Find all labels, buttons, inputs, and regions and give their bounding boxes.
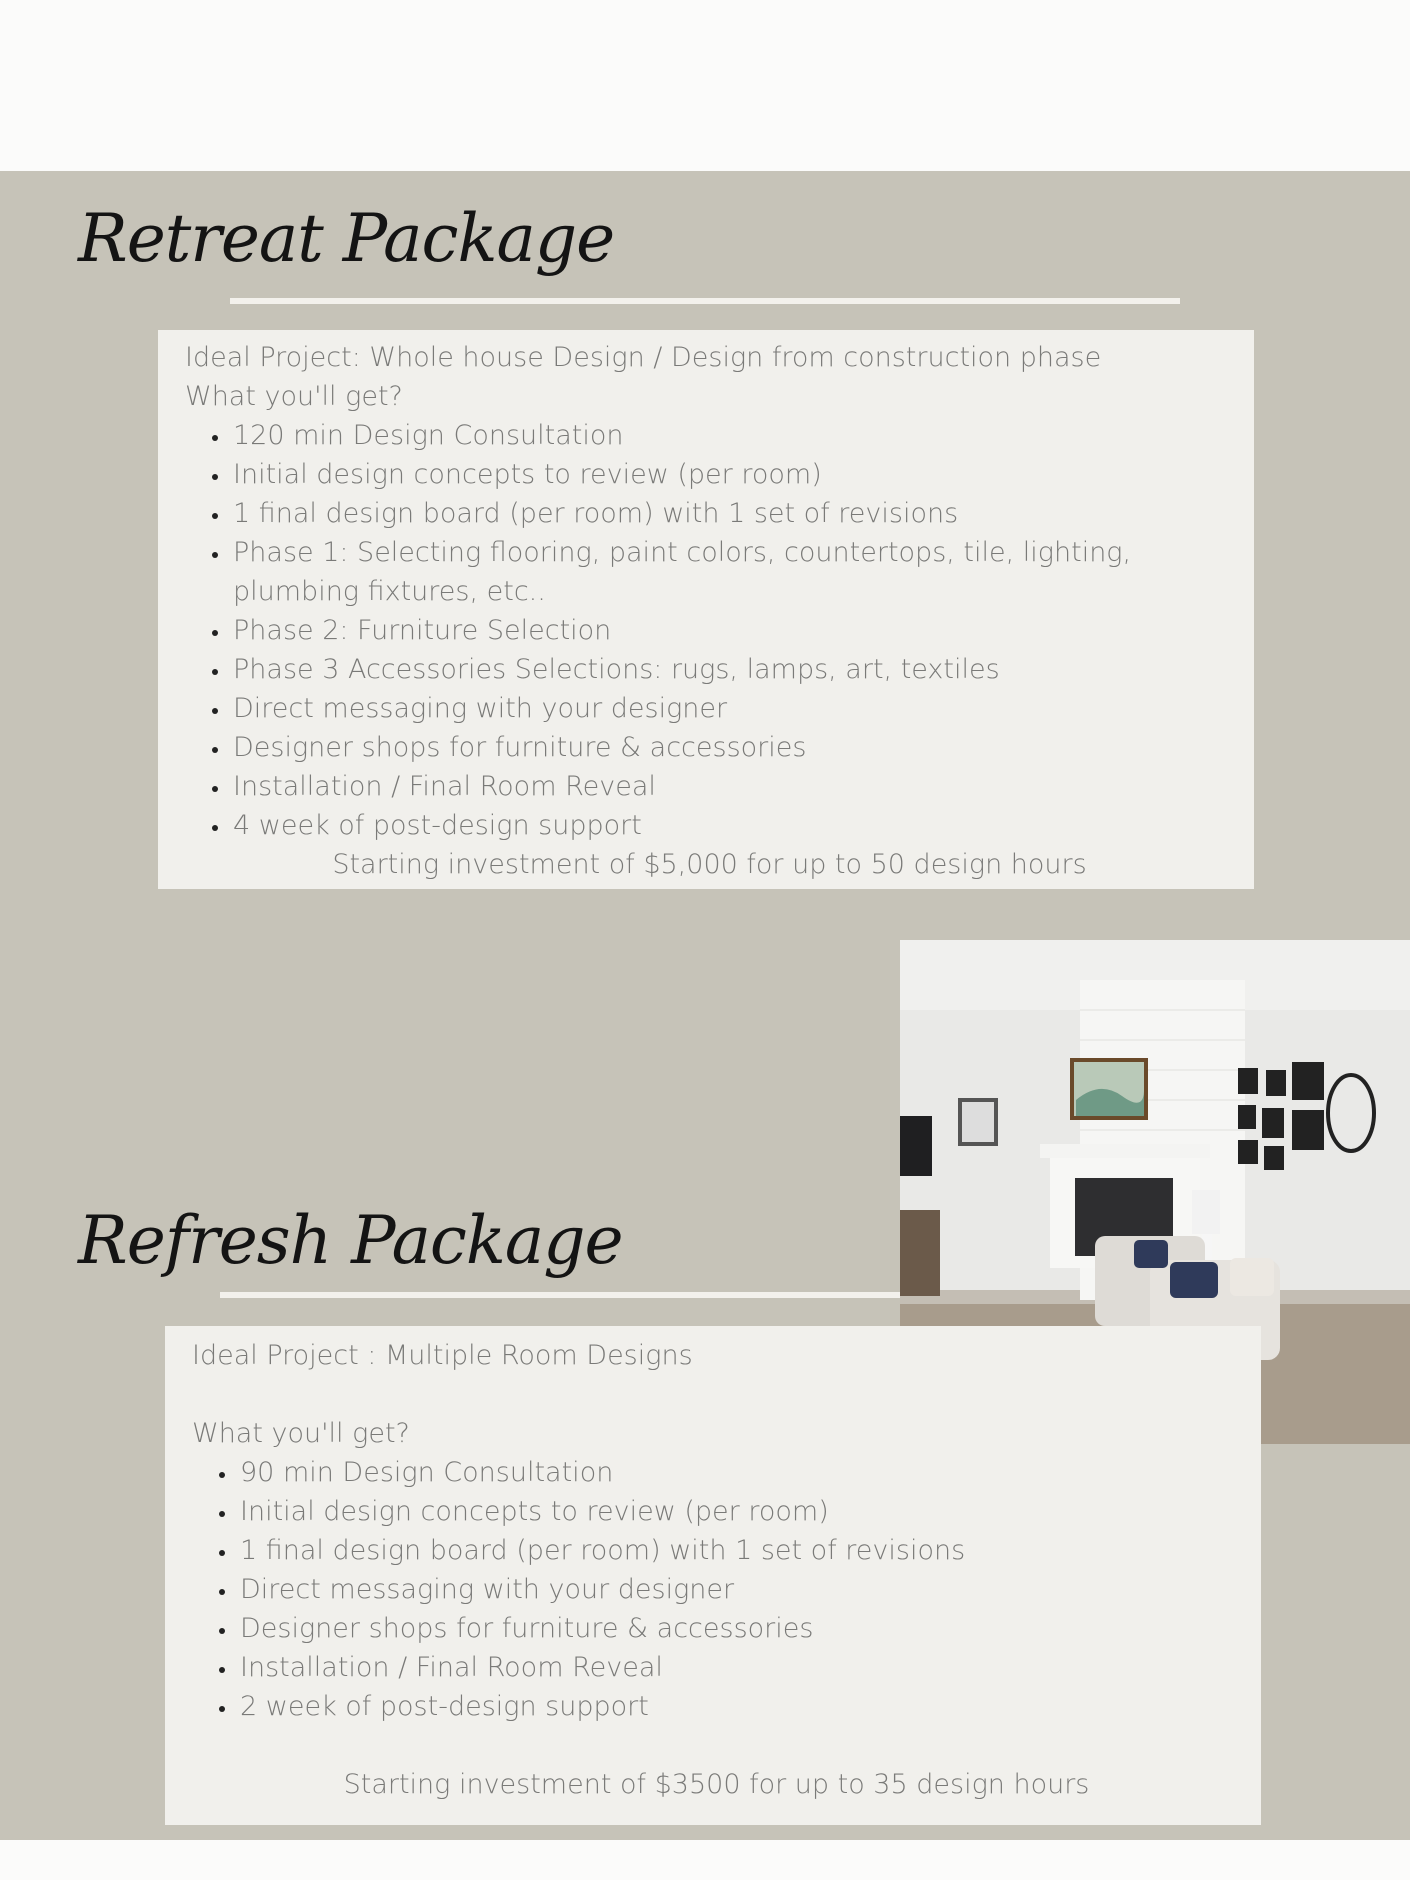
list-item: • 120 min Design Consultation <box>231 416 1234 455</box>
list-item: • Installation / Final Room Reveal <box>238 1648 1241 1687</box>
list-item: • Phase 1: Selecting flooring, paint colors, countertops, tile, lighting, plumbing fixtures, etc.. <box>231 533 1234 611</box>
list-item: • Phase 2: Furniture Selection <box>231 611 1234 650</box>
refresh-investment: Starting investment of $3500 for up to 35 design hours <box>343 1769 1090 1800</box>
list-item: • Designer shops for furniture & accessories <box>231 728 1234 767</box>
refresh-feature-list <box>192 1453 1241 1726</box>
retreat-package-card <box>158 330 1254 889</box>
list-item: • Designer shops for furniture & accessories <box>238 1609 1241 1648</box>
list-item: • Initial design concepts to review (per room) <box>231 455 1234 494</box>
retreat-feature-list <box>185 416 1234 845</box>
refresh-what-you-get: What you'll get? <box>192 1418 410 1449</box>
retreat-title-divider <box>230 298 1180 304</box>
list-item: • 1 final design board (per room) with 1 set of revisions <box>231 494 1234 533</box>
retreat-ideal-project: Ideal Project: Whole house Design / Design from construction phase <box>185 342 1102 373</box>
list-item: • 1 final design board (per room) with 1 set of revisions <box>238 1531 1241 1570</box>
retreat-investment: Starting investment of $5,000 for up to 50 design hours <box>332 849 1087 880</box>
spacer <box>192 1375 1241 1414</box>
list-item: • 90 min Design Consultation <box>238 1453 1241 1492</box>
list-item: • Phase 3 Accessories Selections: rugs, lamps, art, textiles <box>231 650 1234 689</box>
list-item: • 2 week of post-design support <box>238 1687 1241 1726</box>
retreat-what-you-get: What you'll get? <box>185 381 403 412</box>
list-item: • 4 week of post-design support <box>231 806 1234 845</box>
list-item: • Installation / Final Room Reveal <box>231 767 1234 806</box>
retreat-package-title: Retreat Package <box>78 200 615 277</box>
list-item: • Direct messaging with your designer <box>238 1570 1241 1609</box>
list-item: • Direct messaging with your designer <box>231 689 1234 728</box>
refresh-package-title: Refresh Package <box>78 1202 623 1279</box>
list-item: • Initial design concepts to review (per room) <box>238 1492 1241 1531</box>
refresh-ideal-project: Ideal Project : Multiple Room Designs <box>192 1340 693 1371</box>
spacer <box>192 1726 1241 1765</box>
refresh-title-divider <box>220 1292 900 1298</box>
refresh-package-card <box>165 1326 1261 1825</box>
